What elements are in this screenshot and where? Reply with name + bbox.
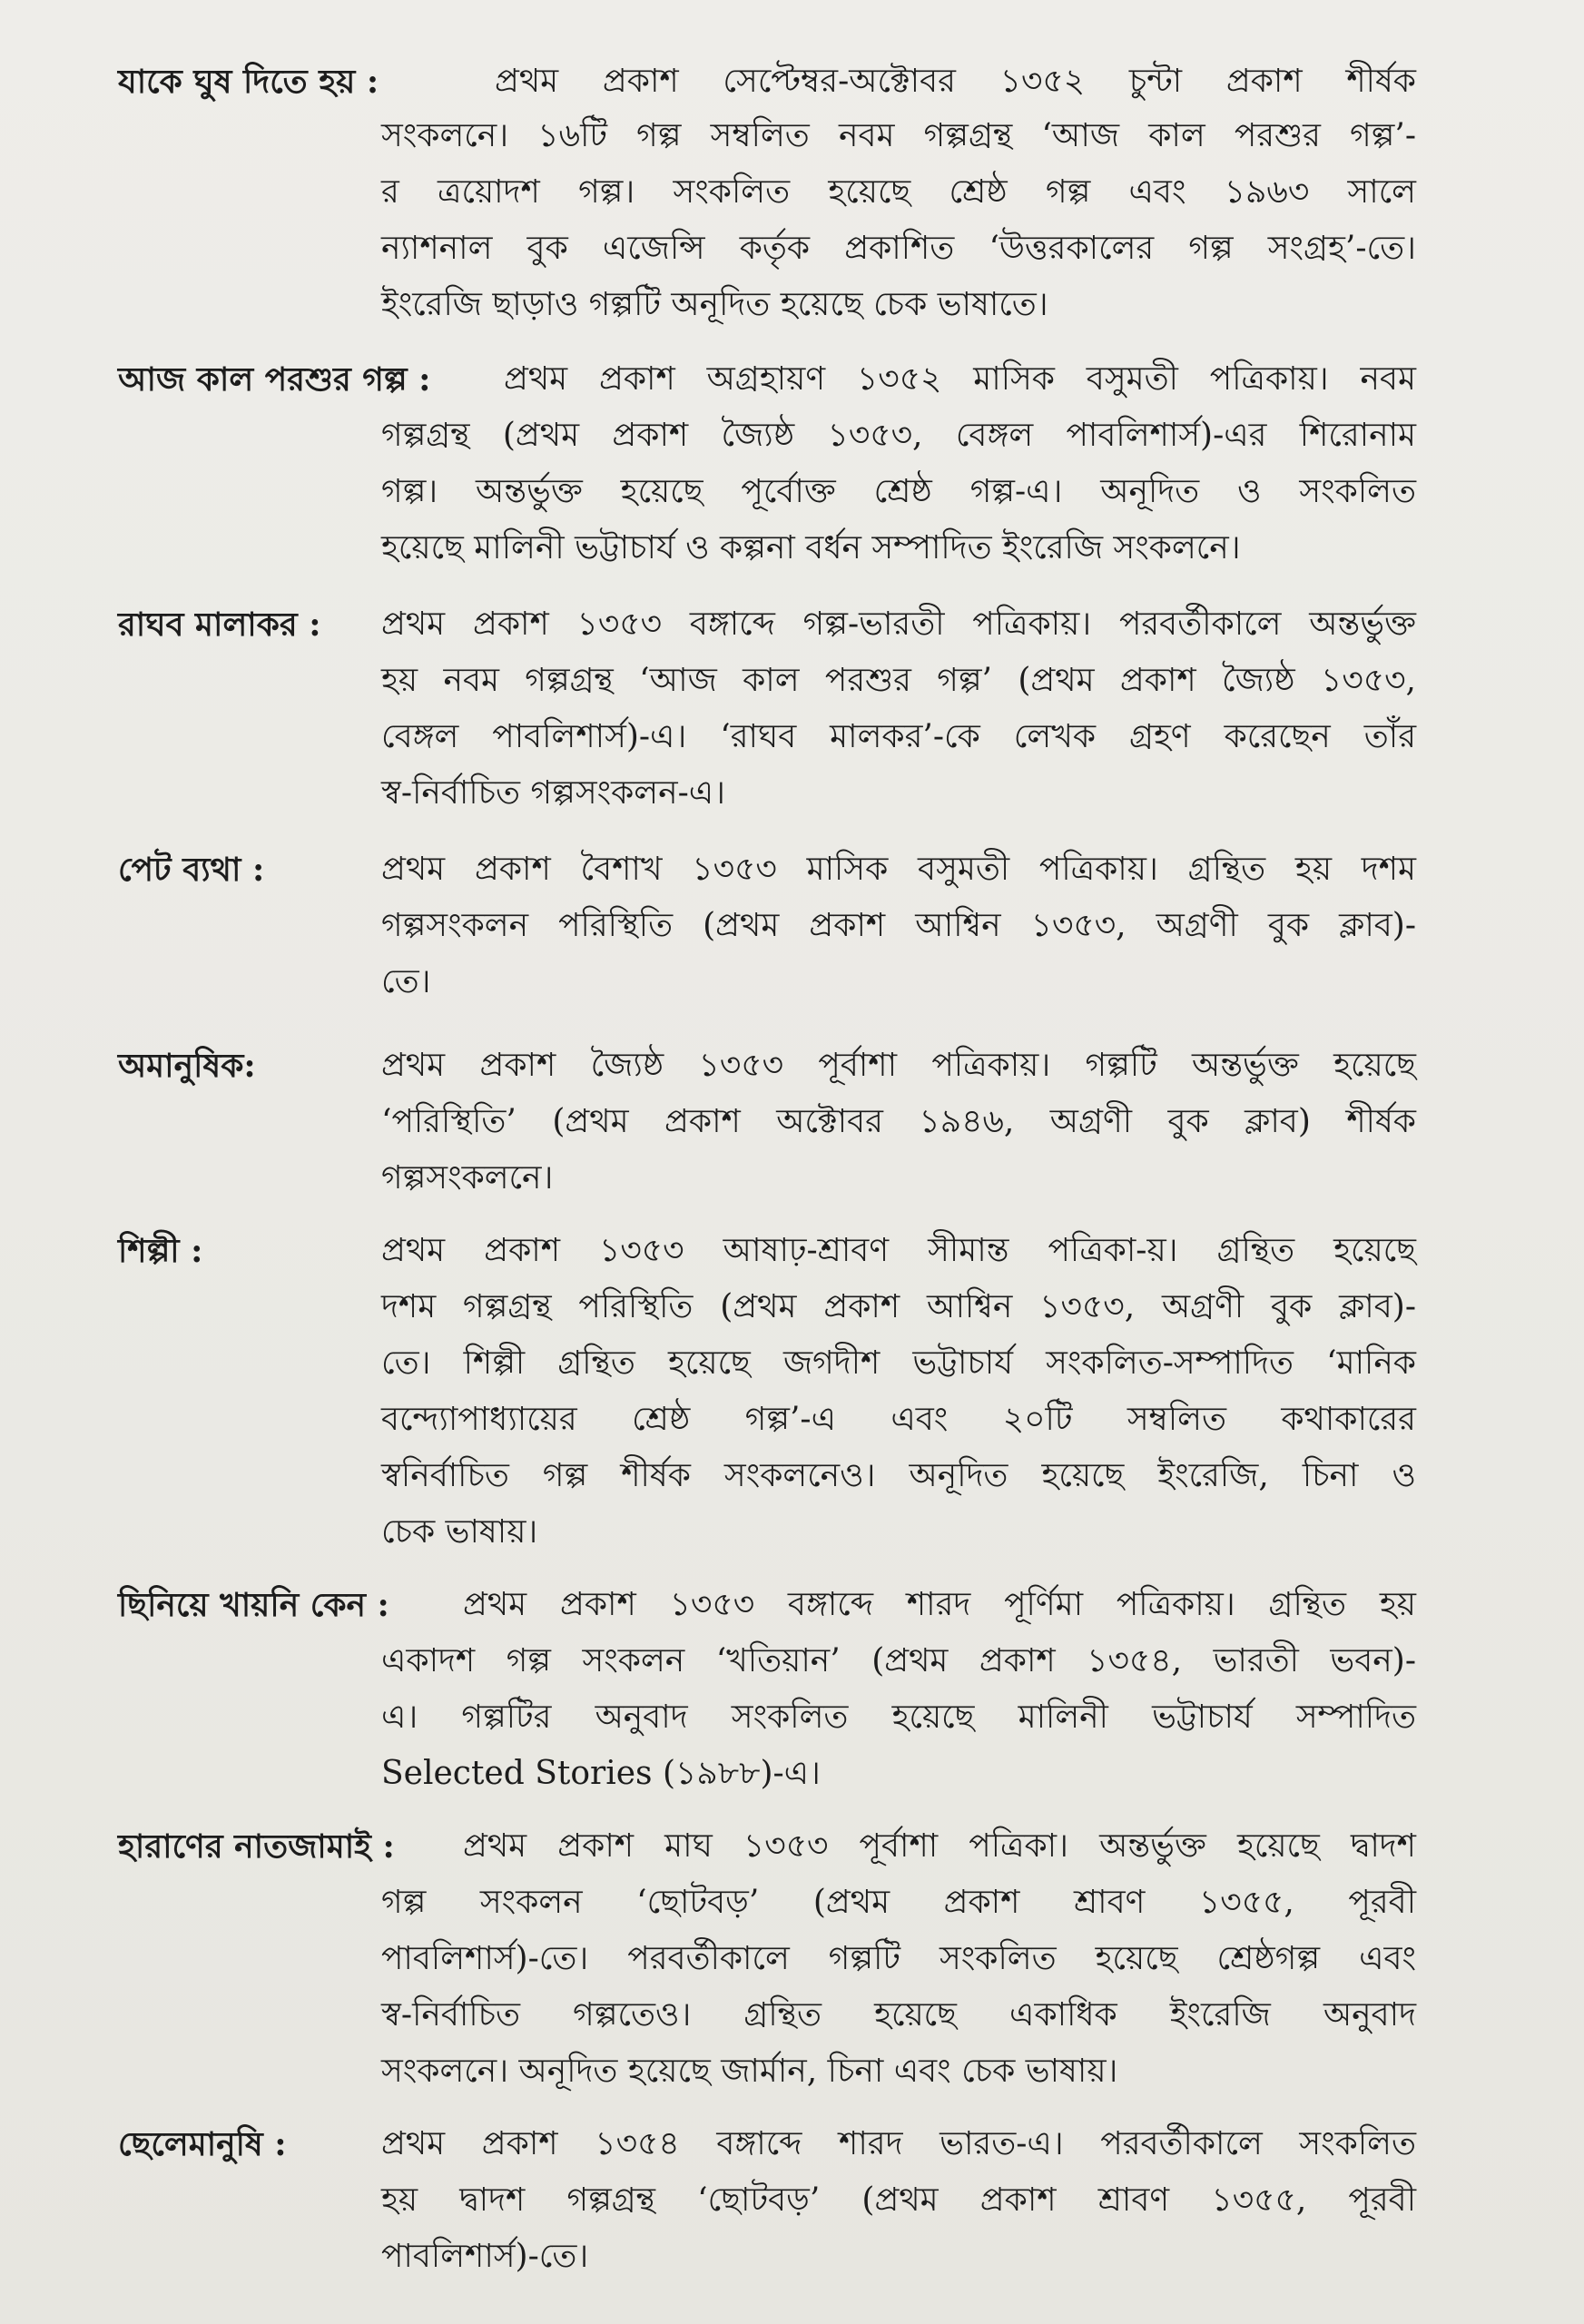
- entry-line: গল্পসংকলন পরিস্থিতি (প্রথম প্রকাশ আশ্বিন ১৩৫৩, অগ্রণী বুক ক্লাব)-: [381, 907, 1416, 944]
- entry-title: আজ কাল পরশুর গল্প :: [118, 360, 431, 399]
- entry-line: পাবলিশার্স)-তে। পরবর্তীকালে গল্পটি সংকলিত হয়েছে শ্রেষ্ঠগল্প এবং: [381, 1940, 1416, 1977]
- entry-title: হারাণের নাতজামাই :: [118, 1827, 395, 1866]
- entry-line: প্রথম প্রকাশ ১৩৫৩ বঙ্গাব্দে শারদ পূর্ণিমা পত্রিকায়। গ্রন্থিত হয়: [463, 1586, 1416, 1623]
- entry-line: গল্পগ্রন্থ (প্রথম প্রকাশ জ্যৈষ্ঠ ১৩৫৩, বেঙ্গল পাবলিশার্স)-এর শিরোনাম: [381, 417, 1416, 454]
- entry-line: প্রথম প্রকাশ বৈশাখ ১৩৫৩ মাসিক বসুমতী পত্রিকায়। গ্রন্থিত হয় দশম: [381, 851, 1416, 888]
- entry-line: প্রথম প্রকাশ ১৩৫৩ বঙ্গাব্দে গল্প-ভারতী পত্রিকায়। পরবর্তীকালে অন্তর্ভুক্ত: [381, 606, 1416, 643]
- entry-line: একাদশ গল্প সংকলন ‘খতিয়ান’ (প্রথম প্রকাশ ১৩৫৪, ভারতী ভবন)-: [381, 1642, 1416, 1679]
- entry-title: যাকে ঘুষ দিতে হয় :: [118, 63, 379, 101]
- entry-line: তে। শিল্পী গ্রন্থিত হয়েছে জগদীশ ভট্টাচার্য সংকলিত-সম্পাদিত ‘মানিক: [381, 1344, 1416, 1382]
- entry-line: প্রথম প্রকাশ অগ্রহায়ণ ১৩৫২ মাসিক বসুমতী পত্রিকায়। নবম: [504, 360, 1416, 398]
- entry-line: হয় দ্বাদশ গল্পগ্রন্থ ‘ছোটবড়’ (প্রথম প্রকাশ শ্রাবণ ১৩৫৫, পূরবী: [381, 2181, 1416, 2219]
- entry-line: তে।: [381, 963, 431, 1000]
- entry-line: দশম গল্পগ্রন্থ পরিস্থিতি (প্রথম প্রকাশ আশ্বিন ১৩৫৩, অগ্রণী বুক ক্লাব)-: [381, 1288, 1416, 1325]
- entry-line: গল্প। অন্তর্ভুক্ত হয়েছে পূর্বোক্ত শ্রেষ্ঠ গল্প-এ। অনূদিত ও সংকলিত: [381, 473, 1416, 510]
- entry-line: র ত্রয়োদশ গল্প। সংকলিত হয়েছে শ্রেষ্ঠ গল্প এবং ১৯৬৩ সালে: [381, 173, 1416, 211]
- entry-title: ছিনিয়ে খায়নি কেন :: [118, 1586, 389, 1624]
- entry-line: স্বনির্বাচিত গল্প শীর্ষক সংকলনেও। অনূদিত হয়েছে ইংরেজি, চিনা ও: [381, 1457, 1416, 1494]
- entry-line: সংকলনে। ১৬টি গল্প সম্বলিত নবম গল্পগ্রন্থ ‘আজ কাল পরশুর গল্প’-: [381, 117, 1416, 154]
- entry-line: Selected Stories (১৯৮৮)-এ।: [381, 1755, 821, 1792]
- entry-title: পেট ব্যথা :: [118, 851, 265, 889]
- entry-line: এ। গল্পটির অনুবাদ সংকলিত হয়েছে মালিনী ভট্টাচার্য সম্পাদিত: [381, 1699, 1416, 1736]
- entry-line: হয় নবম গল্পগ্রন্থ ‘আজ কাল পরশুর গল্প’ (প্রথম প্রকাশ জ্যৈষ্ঠ ১৩৫৩,: [381, 662, 1416, 699]
- entry-line: ‘পরিস্থিতি’ (প্রথম প্রকাশ অক্টোবর ১৯৪৬, অগ্রণী বুক ক্লাব) শীর্ষক: [381, 1103, 1416, 1140]
- entry-line: চেক ভাষায়।: [381, 1513, 538, 1551]
- entry-line: গল্প সংকলন ‘ছোটবড়’ (প্রথম প্রকাশ শ্রাবণ ১৩৫৫, পূরবী: [381, 1884, 1416, 1921]
- entry-line: বেঙ্গল পাবলিশার্স)-এ। ‘রাঘব মালকর’-কে লেখক গ্রহণ করেছেন তাঁর: [381, 718, 1416, 755]
- entry-line: সংকলনে। অনূদিত হয়েছে জার্মান, চিনা এবং চেক ভাষায়।: [381, 2053, 1118, 2090]
- entry-line: প্রথম প্রকাশ ১৩৫৩ আষাঢ়-শ্রাবণ সীমান্ত পত্রিকা-য়। গ্রন্থিত হয়েছে: [381, 1232, 1416, 1269]
- entry-line: ন্যাশনাল বুক এজেন্সি কর্তৃক প্রকাশিত ‘উত্তরকালের গল্প সংগ্রহ’-তে।: [381, 230, 1416, 267]
- entry-title: রাঘব মালাকর :: [118, 606, 321, 644]
- entry-line: বন্দ্যোপাধ্যায়ের শ্রেষ্ঠ গল্প’-এ এবং ২০টি সম্বলিত কথাকারের: [381, 1401, 1416, 1438]
- entry-line: প্রথম প্রকাশ সেপ্টেম্বর-অক্টোবর ১৩৫২ চুন্টা প্রকাশ শীর্ষক: [495, 63, 1416, 100]
- entry-title: শিল্পী :: [118, 1232, 203, 1270]
- entry-line: প্রথম প্রকাশ জ্যৈষ্ঠ ১৩৫৩ পূর্বাশা পত্রিকায়। গল্পটি অন্তর্ভুক্ত হয়েছে: [381, 1047, 1416, 1084]
- entry-line: স্ব-নির্বাচিত গল্পসংকলন-এ।: [381, 774, 726, 812]
- entry-line: প্রথম প্রকাশ মাঘ ১৩৫৩ পূর্বাশা পত্রিকা। অন্তর্ভুক্ত হয়েছে দ্বাদশ: [463, 1827, 1416, 1865]
- entry-line: হয়েছে মালিনী ভট্টাচার্য ও কল্পনা বর্ধন সম্পাদিত ইংরেজি সংকলনে।: [381, 529, 1241, 566]
- entry-line: ইংরেজি ছাড়াও গল্পটি অনূদিত হয়েছে চেক ভাষাতে।: [381, 286, 1048, 323]
- entry-line: গল্পসংকলনে।: [381, 1159, 554, 1196]
- entry-title: ছেলেমানুষি :: [118, 2125, 287, 2163]
- entry-line: স্ব-নির্বাচিত গল্পতেও। গ্রন্থিত হয়েছে একাধিক ইংরেজি অনুবাদ: [381, 1996, 1416, 2034]
- entry-line: পাবলিশার্স)-তে।: [381, 2238, 589, 2275]
- entry-line: প্রথম প্রকাশ ১৩৫৪ বঙ্গাব্দে শারদ ভারত-এ। পরবর্তীকালে সংকলিত: [381, 2125, 1416, 2162]
- entry-title: অমানুষিক:: [118, 1047, 256, 1085]
